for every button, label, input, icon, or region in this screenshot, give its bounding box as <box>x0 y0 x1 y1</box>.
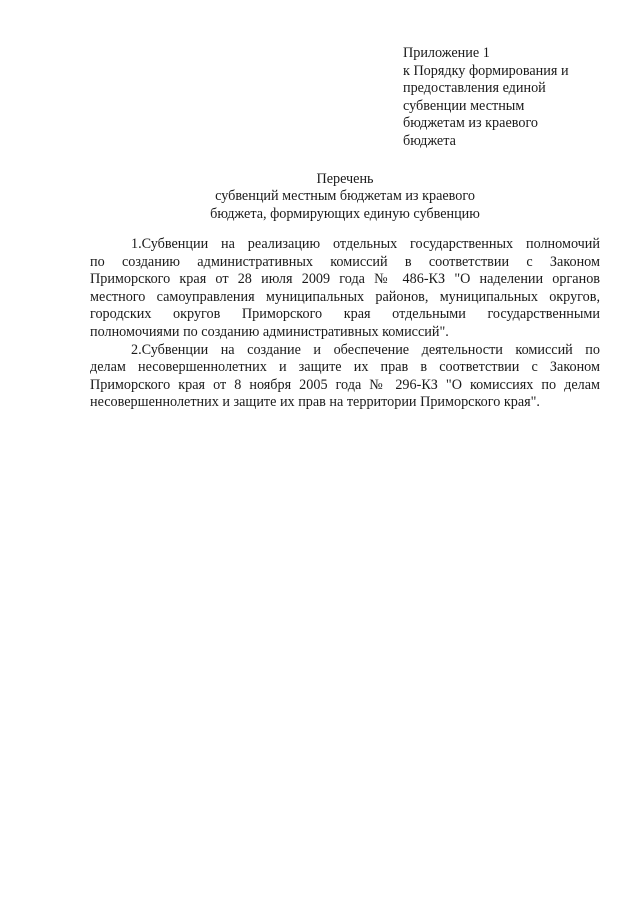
appendix-header <box>403 45 603 151</box>
paragraph-line: местного самоуправления муниципальных районов, муниципальных округов, <box>90 288 600 305</box>
appendix-line: к Порядку формирования и <box>403 62 569 79</box>
paragraph-line: по созданию административных комиссий в соответствии с Законом <box>90 253 600 270</box>
paragraph-2 <box>90 342 600 412</box>
document-title <box>90 171 600 223</box>
appendix-line: субвенции местным <box>403 97 525 114</box>
paragraph-line: делам несовершеннолетних и защите их прав в соответствии с Законом <box>90 359 600 376</box>
document-body <box>90 236 600 412</box>
paragraph-1 <box>90 236 600 342</box>
appendix-line: бюджета <box>403 132 456 149</box>
title-line: бюджета, формирующих единую субвенцию <box>210 205 480 222</box>
appendix-line: бюджетам из краевого <box>403 115 539 132</box>
paragraph-line: 2.Субвенции на создание и обеспечение деятельности комиссий по <box>131 341 600 358</box>
appendix-line: предоставления единой <box>403 80 546 97</box>
paragraph-line: несовершеннолетних и защите их прав на территории Приморского края". <box>90 394 540 411</box>
paragraph-line: 1.Субвенции на реализацию отдельных государственных полномочий <box>131 236 600 252</box>
title-line: Перечень <box>316 171 374 187</box>
paragraph-line: Приморского края от 8 ноября 2005 года № 296-КЗ "О комиссиях по делам <box>90 376 600 393</box>
paragraph-line: полномочиями по созданию административных комиссий". <box>90 323 449 340</box>
paragraph-line: городских округов Приморского края отдельными государственными <box>90 306 600 323</box>
appendix-line: Приложение 1 <box>403 45 490 61</box>
title-line: субвенций местным бюджетам из краевого <box>215 188 475 205</box>
paragraph-line: Приморского края от 28 июля 2009 года № 486-КЗ "О наделении органов <box>90 271 600 288</box>
